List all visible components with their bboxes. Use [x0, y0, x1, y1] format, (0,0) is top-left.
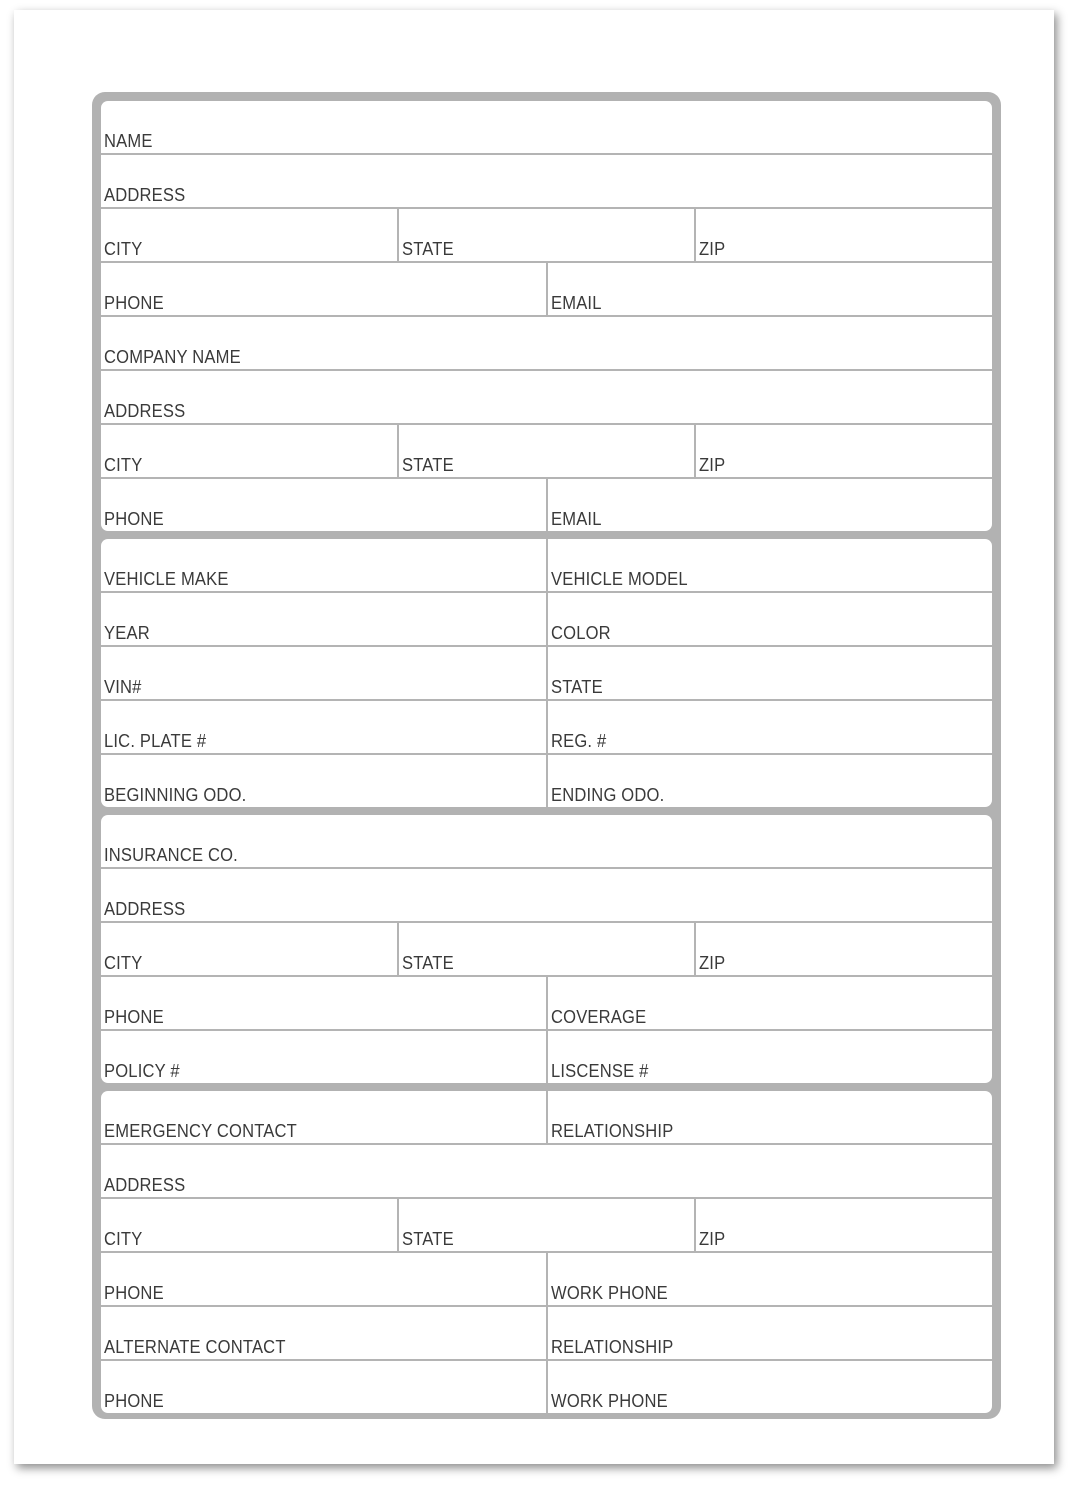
insurance-co-label: INSURANCE CO. [104, 845, 238, 865]
company-name-field[interactable] [101, 317, 992, 369]
form-row [101, 1307, 992, 1361]
coverage-label: COVERAGE [550, 1007, 646, 1027]
form-row [101, 647, 992, 701]
state-field[interactable] [546, 647, 993, 699]
zip-label: ZIP [699, 953, 726, 973]
form-row [101, 1253, 992, 1307]
state-field[interactable] [397, 425, 695, 477]
color-label: COLOR [550, 623, 611, 643]
form-row [101, 317, 992, 371]
email-field[interactable] [546, 263, 993, 315]
ending-odo-label: ENDING ODO. [550, 785, 664, 805]
form-row [101, 1199, 992, 1253]
form-row [101, 815, 992, 869]
alternate-contact-field[interactable] [101, 1307, 546, 1359]
address-label: ADDRESS [104, 899, 186, 919]
form-row [101, 923, 992, 977]
form-row [101, 755, 992, 807]
state-label: STATE [401, 1229, 454, 1249]
form-row [101, 479, 992, 531]
coverage-field[interactable] [546, 977, 993, 1029]
policy-field[interactable] [101, 1031, 546, 1083]
insurance-co-field[interactable] [101, 815, 992, 867]
liscense-field[interactable] [546, 1031, 993, 1083]
phone-label: PHONE [104, 509, 164, 529]
work-phone-label: WORK PHONE [550, 1283, 668, 1303]
city-label: CITY [104, 455, 143, 475]
policy-label: POLICY # [104, 1061, 180, 1081]
emergency-contact-field[interactable] [101, 1091, 546, 1143]
city-field[interactable] [101, 1199, 397, 1251]
address-field[interactable] [101, 869, 992, 921]
address-label: ADDRESS [104, 185, 186, 205]
form-row [101, 1361, 992, 1413]
phone-field[interactable] [101, 977, 546, 1029]
alternate-contact-label: ALTERNATE CONTACT [104, 1337, 286, 1357]
phone-field[interactable] [101, 479, 546, 531]
beginning-odo-label: BEGINNING ODO. [104, 785, 247, 805]
city-label: CITY [104, 239, 143, 259]
emergency-contact-label: EMERGENCY CONTACT [104, 1121, 297, 1141]
vehicle-make-label: VEHICLE MAKE [104, 569, 229, 589]
beginning-odo-field[interactable] [101, 755, 546, 807]
city-label: CITY [104, 1229, 143, 1249]
city-field[interactable] [101, 425, 397, 477]
state-field[interactable] [397, 209, 695, 261]
form-frame [92, 92, 1001, 1419]
state-label: STATE [401, 455, 454, 475]
lic-plate-label: LIC. PLATE # [104, 731, 207, 751]
relationship-field[interactable] [546, 1091, 993, 1143]
color-field[interactable] [546, 593, 993, 645]
lic-plate-field[interactable] [101, 701, 546, 753]
email-label: EMAIL [550, 293, 602, 313]
personal-info-section [101, 101, 992, 531]
relationship-field[interactable] [546, 1307, 993, 1359]
relationship-label: RELATIONSHIP [550, 1121, 673, 1141]
work-phone-label: WORK PHONE [550, 1391, 668, 1411]
phone-label: PHONE [104, 1391, 164, 1411]
address-field[interactable] [101, 155, 992, 207]
zip-field[interactable] [694, 425, 992, 477]
liscense-label: LISCENSE # [550, 1061, 649, 1081]
address-label: ADDRESS [104, 401, 186, 421]
form-row [101, 155, 992, 209]
zip-field[interactable] [694, 209, 992, 261]
vehicle-make-field[interactable] [101, 539, 546, 591]
state-label: STATE [401, 239, 454, 259]
relationship-label: RELATIONSHIP [550, 1337, 673, 1357]
form-row [101, 263, 992, 317]
vin-field[interactable] [101, 647, 546, 699]
vehicle-model-field[interactable] [546, 539, 993, 591]
city-field[interactable] [101, 209, 397, 261]
vehicle-model-label: VEHICLE MODEL [550, 569, 688, 589]
work-phone-field[interactable] [546, 1361, 993, 1413]
city-label: CITY [104, 953, 143, 973]
vin-label: VIN# [104, 677, 142, 697]
form-row [101, 425, 992, 479]
form-sheet [14, 10, 1054, 1464]
phone-label: PHONE [104, 293, 164, 313]
address-field[interactable] [101, 371, 992, 423]
form-row [101, 977, 992, 1031]
state-field[interactable] [397, 923, 695, 975]
vehicle-info-section [101, 539, 992, 807]
form-row [101, 371, 992, 425]
form-row [101, 1145, 992, 1199]
emergency-contact-section [101, 1091, 992, 1413]
zip-field[interactable] [694, 923, 992, 975]
state-field[interactable] [397, 1199, 695, 1251]
address-label: ADDRESS [104, 1175, 186, 1195]
insurance-info-section [101, 815, 992, 1083]
address-field[interactable] [101, 1145, 992, 1197]
ending-odo-field[interactable] [546, 755, 993, 807]
email-label: EMAIL [550, 509, 602, 529]
state-label: STATE [401, 953, 454, 973]
phone-label: PHONE [104, 1283, 164, 1303]
name-field[interactable] [101, 101, 992, 153]
form-row [101, 101, 992, 155]
email-field[interactable] [546, 479, 993, 531]
form-row [101, 593, 992, 647]
year-field[interactable] [101, 593, 546, 645]
company-name-label: COMPANY NAME [104, 347, 241, 367]
form-row [101, 1091, 992, 1145]
city-field[interactable] [101, 923, 397, 975]
year-label: YEAR [104, 623, 150, 643]
form-row [101, 539, 992, 593]
zip-label: ZIP [699, 239, 726, 259]
zip-label: ZIP [699, 455, 726, 475]
reg-field[interactable] [546, 701, 993, 753]
state-label: STATE [550, 677, 603, 697]
phone-label: PHONE [104, 1007, 164, 1027]
form-row [101, 209, 992, 263]
name-label: NAME [104, 131, 153, 151]
phone-field[interactable] [101, 263, 546, 315]
reg-label: REG. # [550, 731, 606, 751]
form-row [101, 701, 992, 755]
zip-field[interactable] [694, 1199, 992, 1251]
form-row [101, 1031, 992, 1083]
phone-field[interactable] [101, 1253, 546, 1305]
phone-field[interactable] [101, 1361, 546, 1413]
zip-label: ZIP [699, 1229, 726, 1249]
work-phone-field[interactable] [546, 1253, 993, 1305]
form-row [101, 869, 992, 923]
